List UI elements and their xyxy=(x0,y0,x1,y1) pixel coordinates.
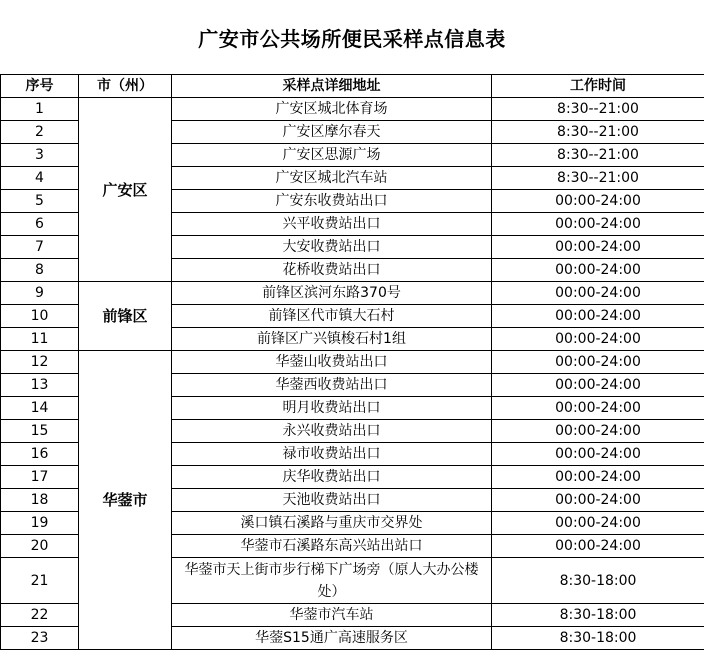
cell-city[interactable]: 广安区 xyxy=(79,98,172,282)
cell-no[interactable]: 21 xyxy=(1,558,79,604)
cell-no[interactable]: 20 xyxy=(1,535,79,558)
cell-address[interactable]: 华蓥市天上街市步行梯下广场旁（原人大办公楼处） xyxy=(172,558,492,604)
cell-no[interactable]: 16 xyxy=(1,443,79,466)
cell-no[interactable]: 7 xyxy=(1,236,79,259)
sheet-title: 广安市公共场所便民采样点信息表 xyxy=(198,26,506,51)
cell-hours[interactable]: 00:00-24:00 xyxy=(492,397,704,420)
table-row xyxy=(1,282,704,305)
cell-no[interactable]: 17 xyxy=(1,466,79,489)
cell-address[interactable]: 华蓥市石溪路东高兴站出站口 xyxy=(172,535,492,558)
cell-no[interactable]: 22 xyxy=(1,604,79,627)
cell-no[interactable]: 2 xyxy=(1,121,79,144)
cell-hours[interactable]: 00:00-24:00 xyxy=(492,259,704,282)
cell-address[interactable]: 明月收费站出口 xyxy=(172,397,492,420)
cell-hours[interactable]: 8:30--21:00 xyxy=(492,144,704,167)
cell-address[interactable]: 大安收费站出口 xyxy=(172,236,492,259)
cell-address[interactable]: 华蓥市汽车站 xyxy=(172,604,492,627)
cell-no[interactable]: 19 xyxy=(1,512,79,535)
cell-hours[interactable]: 00:00-24:00 xyxy=(492,328,704,351)
cell-hours[interactable]: 00:00-24:00 xyxy=(492,512,704,535)
cell-hours[interactable]: 00:00-24:00 xyxy=(492,213,704,236)
cell-hours[interactable]: 00:00-24:00 xyxy=(492,351,704,374)
cell-no[interactable]: 13 xyxy=(1,374,79,397)
cell-address[interactable]: 永兴收费站出口 xyxy=(172,420,492,443)
header-cell-address[interactable]: 采样点详细地址 xyxy=(172,75,492,98)
cell-hours[interactable]: 00:00-24:00 xyxy=(492,374,704,397)
table-row xyxy=(1,351,704,374)
cell-hours[interactable]: 8:30--21:00 xyxy=(492,167,704,190)
cell-address[interactable]: 广安东收费站出口 xyxy=(172,190,492,213)
cell-no[interactable]: 12 xyxy=(1,351,79,374)
cell-hours[interactable]: 8:30--21:00 xyxy=(492,121,704,144)
cell-address[interactable]: 广安区摩尔春天 xyxy=(172,121,492,144)
cell-no[interactable]: 11 xyxy=(1,328,79,351)
cell-hours[interactable]: 00:00-24:00 xyxy=(492,305,704,328)
cell-no[interactable]: 18 xyxy=(1,489,79,512)
table-body xyxy=(1,98,704,650)
cell-address[interactable]: 兴平收费站出口 xyxy=(172,213,492,236)
cell-address[interactable]: 广安区城北体育场 xyxy=(172,98,492,121)
cell-no[interactable]: 1 xyxy=(1,98,79,121)
cell-hours[interactable]: 00:00-24:00 xyxy=(492,190,704,213)
cell-address[interactable]: 前锋区代市镇大石村 xyxy=(172,305,492,328)
header-cell-city[interactable]: 市（州） xyxy=(79,75,172,98)
cell-no[interactable]: 8 xyxy=(1,259,79,282)
cell-no[interactable]: 23 xyxy=(1,627,79,650)
cell-address[interactable]: 广安区思源广场 xyxy=(172,144,492,167)
cell-no[interactable]: 3 xyxy=(1,144,79,167)
header-cell-no[interactable]: 序号 xyxy=(1,75,79,98)
cell-no[interactable]: 15 xyxy=(1,420,79,443)
cell-hours[interactable]: 8:30--21:00 xyxy=(492,98,704,121)
cell-address[interactable]: 花桥收费站出口 xyxy=(172,259,492,282)
cell-address[interactable]: 华蓥山收费站出口 xyxy=(172,351,492,374)
cell-hours[interactable]: 00:00-24:00 xyxy=(492,489,704,512)
sampling-sites-table xyxy=(0,74,704,650)
cell-hours[interactable]: 8:30-18:00 xyxy=(492,604,704,627)
cell-address[interactable]: 前锋区广兴镇梭石村1组 xyxy=(172,328,492,351)
cell-city[interactable]: 华蓥市 xyxy=(79,351,172,650)
cell-address[interactable]: 溪口镇石溪路与重庆市交界处 xyxy=(172,512,492,535)
cell-hours[interactable]: 00:00-24:00 xyxy=(492,535,704,558)
cell-no[interactable]: 9 xyxy=(1,282,79,305)
cell-address[interactable]: 华蓥西收费站出口 xyxy=(172,374,492,397)
cell-hours[interactable]: 00:00-24:00 xyxy=(492,282,704,305)
cell-address[interactable]: 广安区城北汽车站 xyxy=(172,167,492,190)
header-cell-hours[interactable]: 工作时间 xyxy=(492,75,704,98)
cell-no[interactable]: 4 xyxy=(1,167,79,190)
cell-address[interactable]: 天池收费站出口 xyxy=(172,489,492,512)
cell-no[interactable]: 6 xyxy=(1,213,79,236)
table-row xyxy=(1,98,704,121)
cell-address[interactable]: 华蓥S15通广高速服务区 xyxy=(172,627,492,650)
cell-hours[interactable]: 00:00-24:00 xyxy=(492,466,704,489)
cell-city[interactable]: 前锋区 xyxy=(79,282,172,351)
cell-no[interactable]: 14 xyxy=(1,397,79,420)
header-row xyxy=(1,75,704,98)
cell-no[interactable]: 10 xyxy=(1,305,79,328)
cell-hours[interactable]: 00:00-24:00 xyxy=(492,236,704,259)
cell-hours[interactable]: 8:30-18:00 xyxy=(492,558,704,604)
cell-address[interactable]: 庆华收费站出口 xyxy=(172,466,492,489)
cell-no[interactable]: 5 xyxy=(1,190,79,213)
title-row[interactable] xyxy=(0,0,704,74)
cell-address[interactable]: 禄市收费站出口 xyxy=(172,443,492,466)
cell-hours[interactable]: 8:30-18:00 xyxy=(492,627,704,650)
cell-address[interactable]: 前锋区滨河东路370号 xyxy=(172,282,492,305)
cell-hours[interactable]: 00:00-24:00 xyxy=(492,420,704,443)
cell-hours[interactable]: 00:00-24:00 xyxy=(492,443,704,466)
